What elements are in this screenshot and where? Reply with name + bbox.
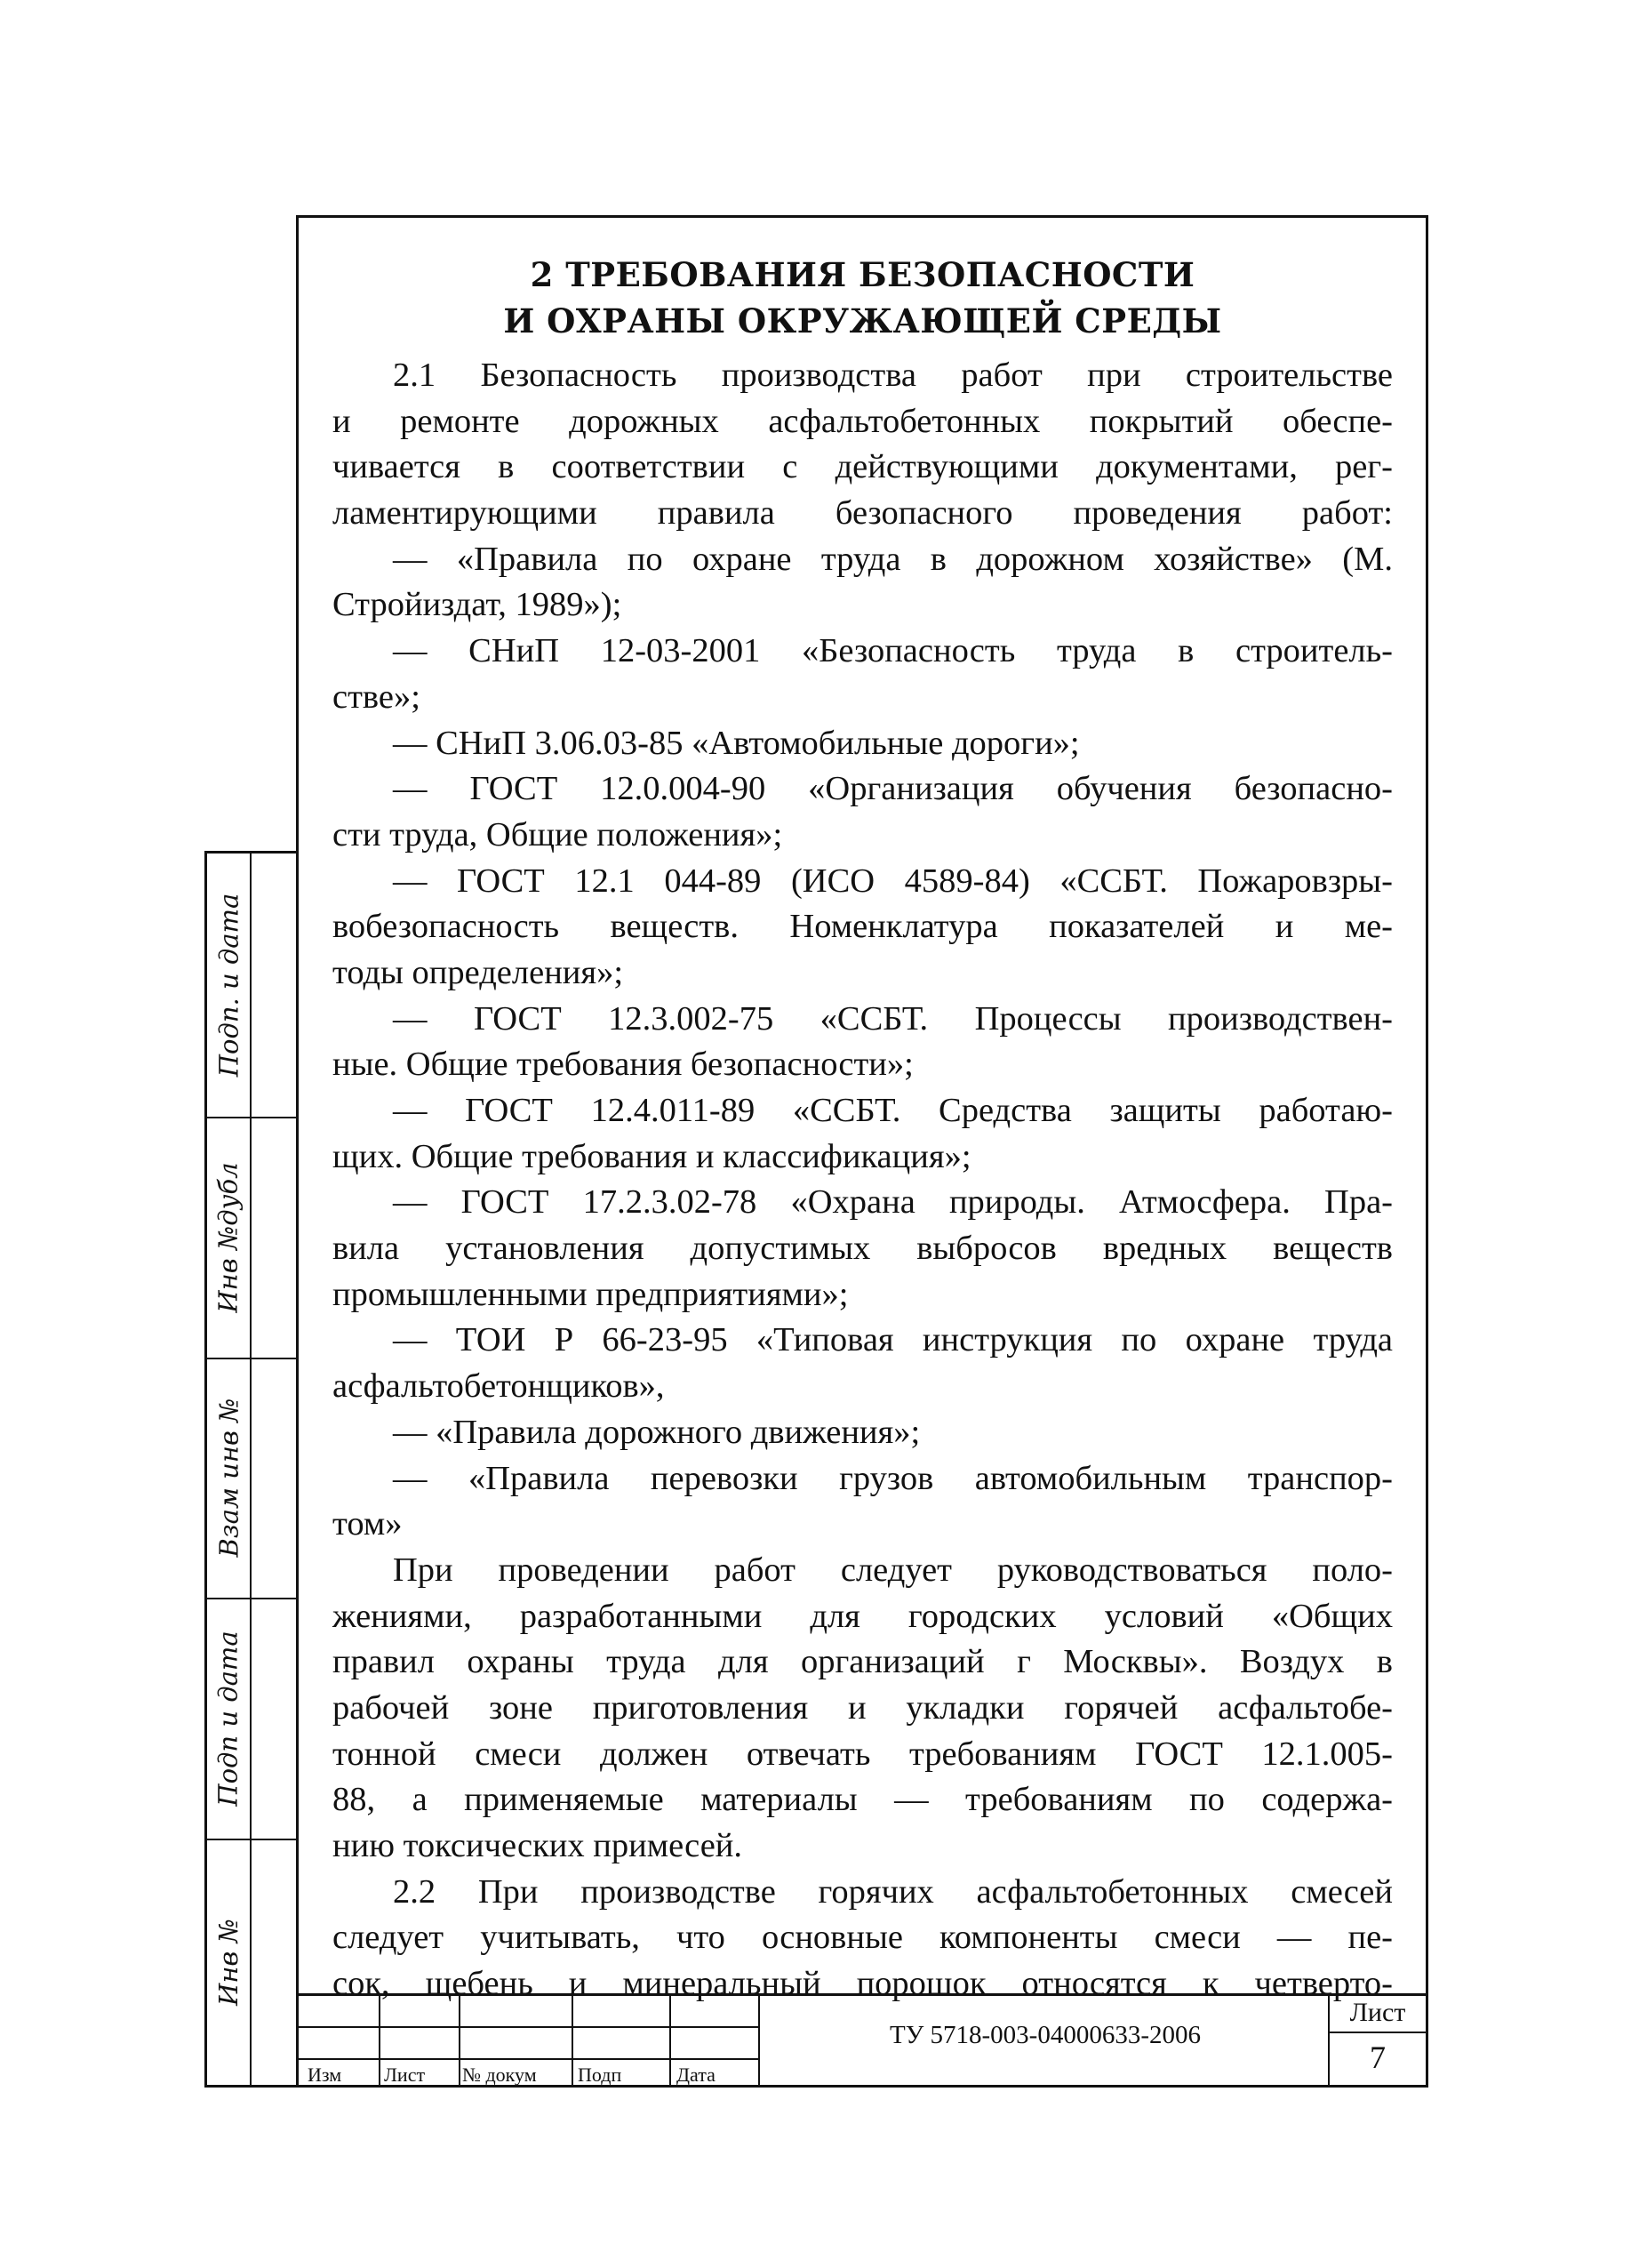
page-content <box>332 252 1393 2008</box>
text-line: — СНиП 3.06.03-85 «Автомобильные дороги»; <box>393 724 1080 762</box>
text-line: том» <box>332 1505 403 1543</box>
page-frame <box>296 215 1428 2088</box>
sheet-number: 7 <box>1370 2040 1386 2075</box>
text-line: сти труда, Общие положения»; <box>332 815 783 854</box>
sheet-label: Лист <box>1349 1998 1406 2027</box>
side-inv-dubl: Инв №дубл <box>213 1161 244 1313</box>
binding-margin-table <box>204 851 296 2088</box>
text-line: сок, щебень и минеральный порошок относятся к четверто- <box>332 1965 1393 2003</box>
body-text <box>332 353 1393 2008</box>
text-line: ные. Общие требования безопасности»; <box>332 1046 914 1084</box>
text-line: ламентирующими правила безопасного проведения работ: <box>332 494 1393 533</box>
text-line: тонной смеси должен отвечать требованиям ГОСТ 12.1.005- <box>332 1735 1393 1773</box>
document-code: ТУ 5718-003-04000633-2006 <box>890 2021 1201 2049</box>
text-line: следует учитывать, что основные компоненты смеси — пе- <box>332 1919 1393 1957</box>
stamp-docnum-label: № докум <box>462 2064 537 2086</box>
side-podp-i-data-1: Подп. и дата <box>213 893 244 1078</box>
section-heading <box>332 252 1393 344</box>
text-line: — ГОСТ 17.2.3.02-78 «Охрана природы. Атмосфера. Пра- <box>393 1183 1393 1222</box>
stamp-date-label: Дата <box>676 2064 716 2086</box>
text-line: асфальтобетонщиков», <box>332 1367 665 1406</box>
text-line: — «Правила перевозки грузов автомобильным транспор- <box>393 1459 1393 1497</box>
text-line: жениями, разработанными для городских условий «Общих <box>332 1597 1393 1635</box>
text-line: 2.2 При производстве горячих асфальтобетонных смесей <box>393 1872 1393 1911</box>
stamp-list-label: Лист <box>384 2064 426 2086</box>
text-line: нию токсических примесей. <box>332 1827 743 1864</box>
text-line: стве»; <box>332 677 420 716</box>
heading-line-1: 2 ТРЕБОВАНИЯ БЕЗОПАСНОСТИ <box>530 255 1195 294</box>
text-line: и ремонте дорожных асфальтобетонных покрытий обеспе- <box>332 402 1393 440</box>
stamp-izm-label: Изм <box>308 2064 342 2086</box>
side-inv-no: Инв № <box>213 1918 244 2006</box>
text-line: 2.1 Безопасность производства работ при строительстве <box>393 357 1393 394</box>
text-line: — ТОИ Р 66-23-95 «Типовая инструкция по охране труда <box>393 1321 1393 1359</box>
text-line: промышленными предприятиями»; <box>332 1275 849 1313</box>
side-vzam-inv: Взам инв № <box>213 1398 244 1558</box>
text-line: — ГОСТ 12.0.004-90 «Организация обучения безопасно- <box>393 770 1393 808</box>
text-line: 88, а применяемые материалы — требованиям по содержа- <box>332 1781 1393 1819</box>
text-line: тоды определения»; <box>332 953 624 991</box>
text-line: правил охраны труда для организаций г Москвы». Воздух в <box>332 1643 1393 1681</box>
text-line: — «Правила дорожного движения»; <box>393 1413 921 1451</box>
text-line: Стройиздат, 1989»); <box>332 586 622 624</box>
text-line: вобезопасность веществ. Номенклатура показателей и ме- <box>332 908 1393 946</box>
stamp-podp-label: Подп <box>578 2064 622 2086</box>
text-line: вила установления допустимых выбросов вредных веществ <box>332 1230 1393 1268</box>
text-line: рабочей зоне приготовления и укладки горячей асфальтобе- <box>332 1688 1393 1727</box>
text-line: — ГОСТ 12.3.002-75 «ССБТ. Процессы производствен- <box>393 999 1393 1038</box>
text-line: — ГОСТ 12.1 044-89 (ИСО 4589-84) «ССБТ. Пожаровзры- <box>393 862 1393 900</box>
text-line: При проведении работ следует руководствоваться поло- <box>393 1551 1393 1589</box>
text-line: чивается в соответствии с действующими документами, рег- <box>332 448 1393 486</box>
text-line: — СНиП 12-03-2001 «Безопасность труда в строитель- <box>393 632 1393 670</box>
heading-line-2: И ОХРАНЫ ОКРУЖАЮЩЕЙ СРЕДЫ <box>503 301 1222 341</box>
text-line: щих. Общие требования и классификация»; <box>332 1137 971 1175</box>
text-line: — ГОСТ 12.4.011-89 «ССБТ. Средства защиты работаю- <box>393 1092 1393 1129</box>
title-block <box>299 1993 1426 2088</box>
text-line: — «Правила по охране труда в дорожном хозяйстве» (М. <box>393 540 1393 578</box>
side-podp-i-data-2: Подп и дата <box>213 1630 244 1807</box>
